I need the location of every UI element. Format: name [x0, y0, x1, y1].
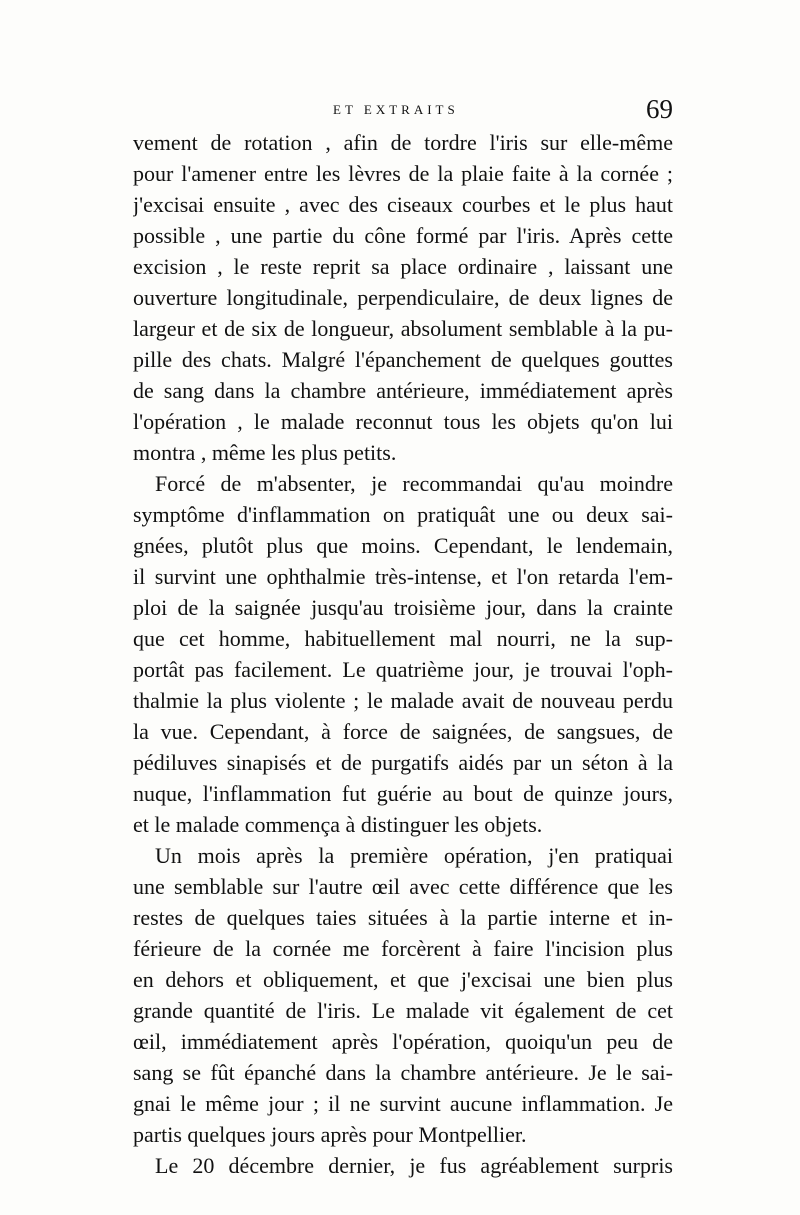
running-title: ET EXTRAITS	[333, 102, 459, 117]
text-line: largeur et de six de longueur, absolument semblable à la pu-	[133, 316, 673, 341]
page-number: 69	[646, 94, 673, 124]
text-line: une semblable sur l'autre œil avec cette différence que les	[133, 874, 673, 899]
text-line: de sang dans la chambre antérieure, immédiatement après	[133, 378, 673, 403]
text-line: partis quelques jours après pour Montpellier.	[133, 1122, 527, 1147]
text-line: possible , une partie du cône formé par l'iris. Après cette	[133, 223, 673, 248]
text-line: j'excisai ensuite , avec des ciseaux courbes et le plus haut	[133, 192, 673, 217]
text-line: que cet homme, habituellement mal nourri, ne la sup-	[133, 626, 673, 651]
text-line: sang se fût épanché dans la chambre antérieure. Je le sai-	[133, 1060, 673, 1085]
text-line: et le malade commença à distinguer les objets.	[133, 812, 543, 837]
text-line: il survint une ophthalmie très-intense, et l'on retarda l'em-	[133, 564, 673, 589]
text-line: gnai le même jour ; il ne survint aucune inflammation. Je	[133, 1091, 673, 1116]
text-line: pour l'amener entre les lèvres de la plaie faite à la cornée ;	[133, 161, 673, 186]
text-line: œil, immédiatement après l'opération, quoiqu'un peu de	[133, 1029, 673, 1054]
text-line: ploi de la saignée jusqu'au troisième jour, dans la crainte	[133, 595, 673, 620]
text-line: grande quantité de l'iris. Le malade vit également de cet	[133, 998, 673, 1023]
text-line: ouverture longitudinale, perpendiculaire, de deux lignes de	[133, 285, 673, 310]
text-line: Un mois après la première opération, j'en pratiquai	[155, 843, 673, 868]
text-line: gnées, plutôt plus que moins. Cependant, le lendemain,	[133, 533, 673, 558]
text-line: vement de rotation , afin de tordre l'iris sur elle-même	[133, 130, 673, 155]
text-line: nuque, l'inflammation fut guérie au bout de quinze jours,	[133, 781, 673, 806]
running-head	[133, 94, 673, 128]
text-line: thalmie la plus violente ; le malade avait de nouveau perdu	[133, 688, 673, 713]
text-line: portât pas facilement. Le quatrième jour, je trouvai l'oph-	[133, 657, 673, 682]
body-text	[133, 127, 673, 1181]
text-line: pédiluves sinapisés et de purgatifs aidés par un séton à la	[133, 750, 673, 775]
text-line: férieure de la cornée me forcèrent à faire l'incision plus	[133, 936, 673, 961]
text-line: la vue. Cependant, à force de saignées, de sangsues, de	[133, 719, 673, 744]
text-line: excision , le reste reprit sa place ordinaire , laissant une	[133, 254, 673, 279]
text-line: montra , même les plus petits.	[133, 440, 397, 465]
text-line: l'opération , le malade reconnut tous les objets qu'on lui	[133, 409, 673, 434]
text-line: restes de quelques taies situées à la partie interne et in-	[133, 905, 673, 930]
text-line: pille des chats. Malgré l'épanchement de quelques gouttes	[133, 347, 673, 372]
text-line: Forcé de m'absenter, je recommandai qu'au moindre	[155, 471, 673, 496]
text-line: symptôme d'inflammation on pratiquât une ou deux sai-	[133, 502, 673, 527]
text-line: Le 20 décembre dernier, je fus agréablement surpris	[155, 1153, 673, 1178]
text-line: en dehors et obliquement, et que j'excisai une bien plus	[133, 967, 673, 992]
